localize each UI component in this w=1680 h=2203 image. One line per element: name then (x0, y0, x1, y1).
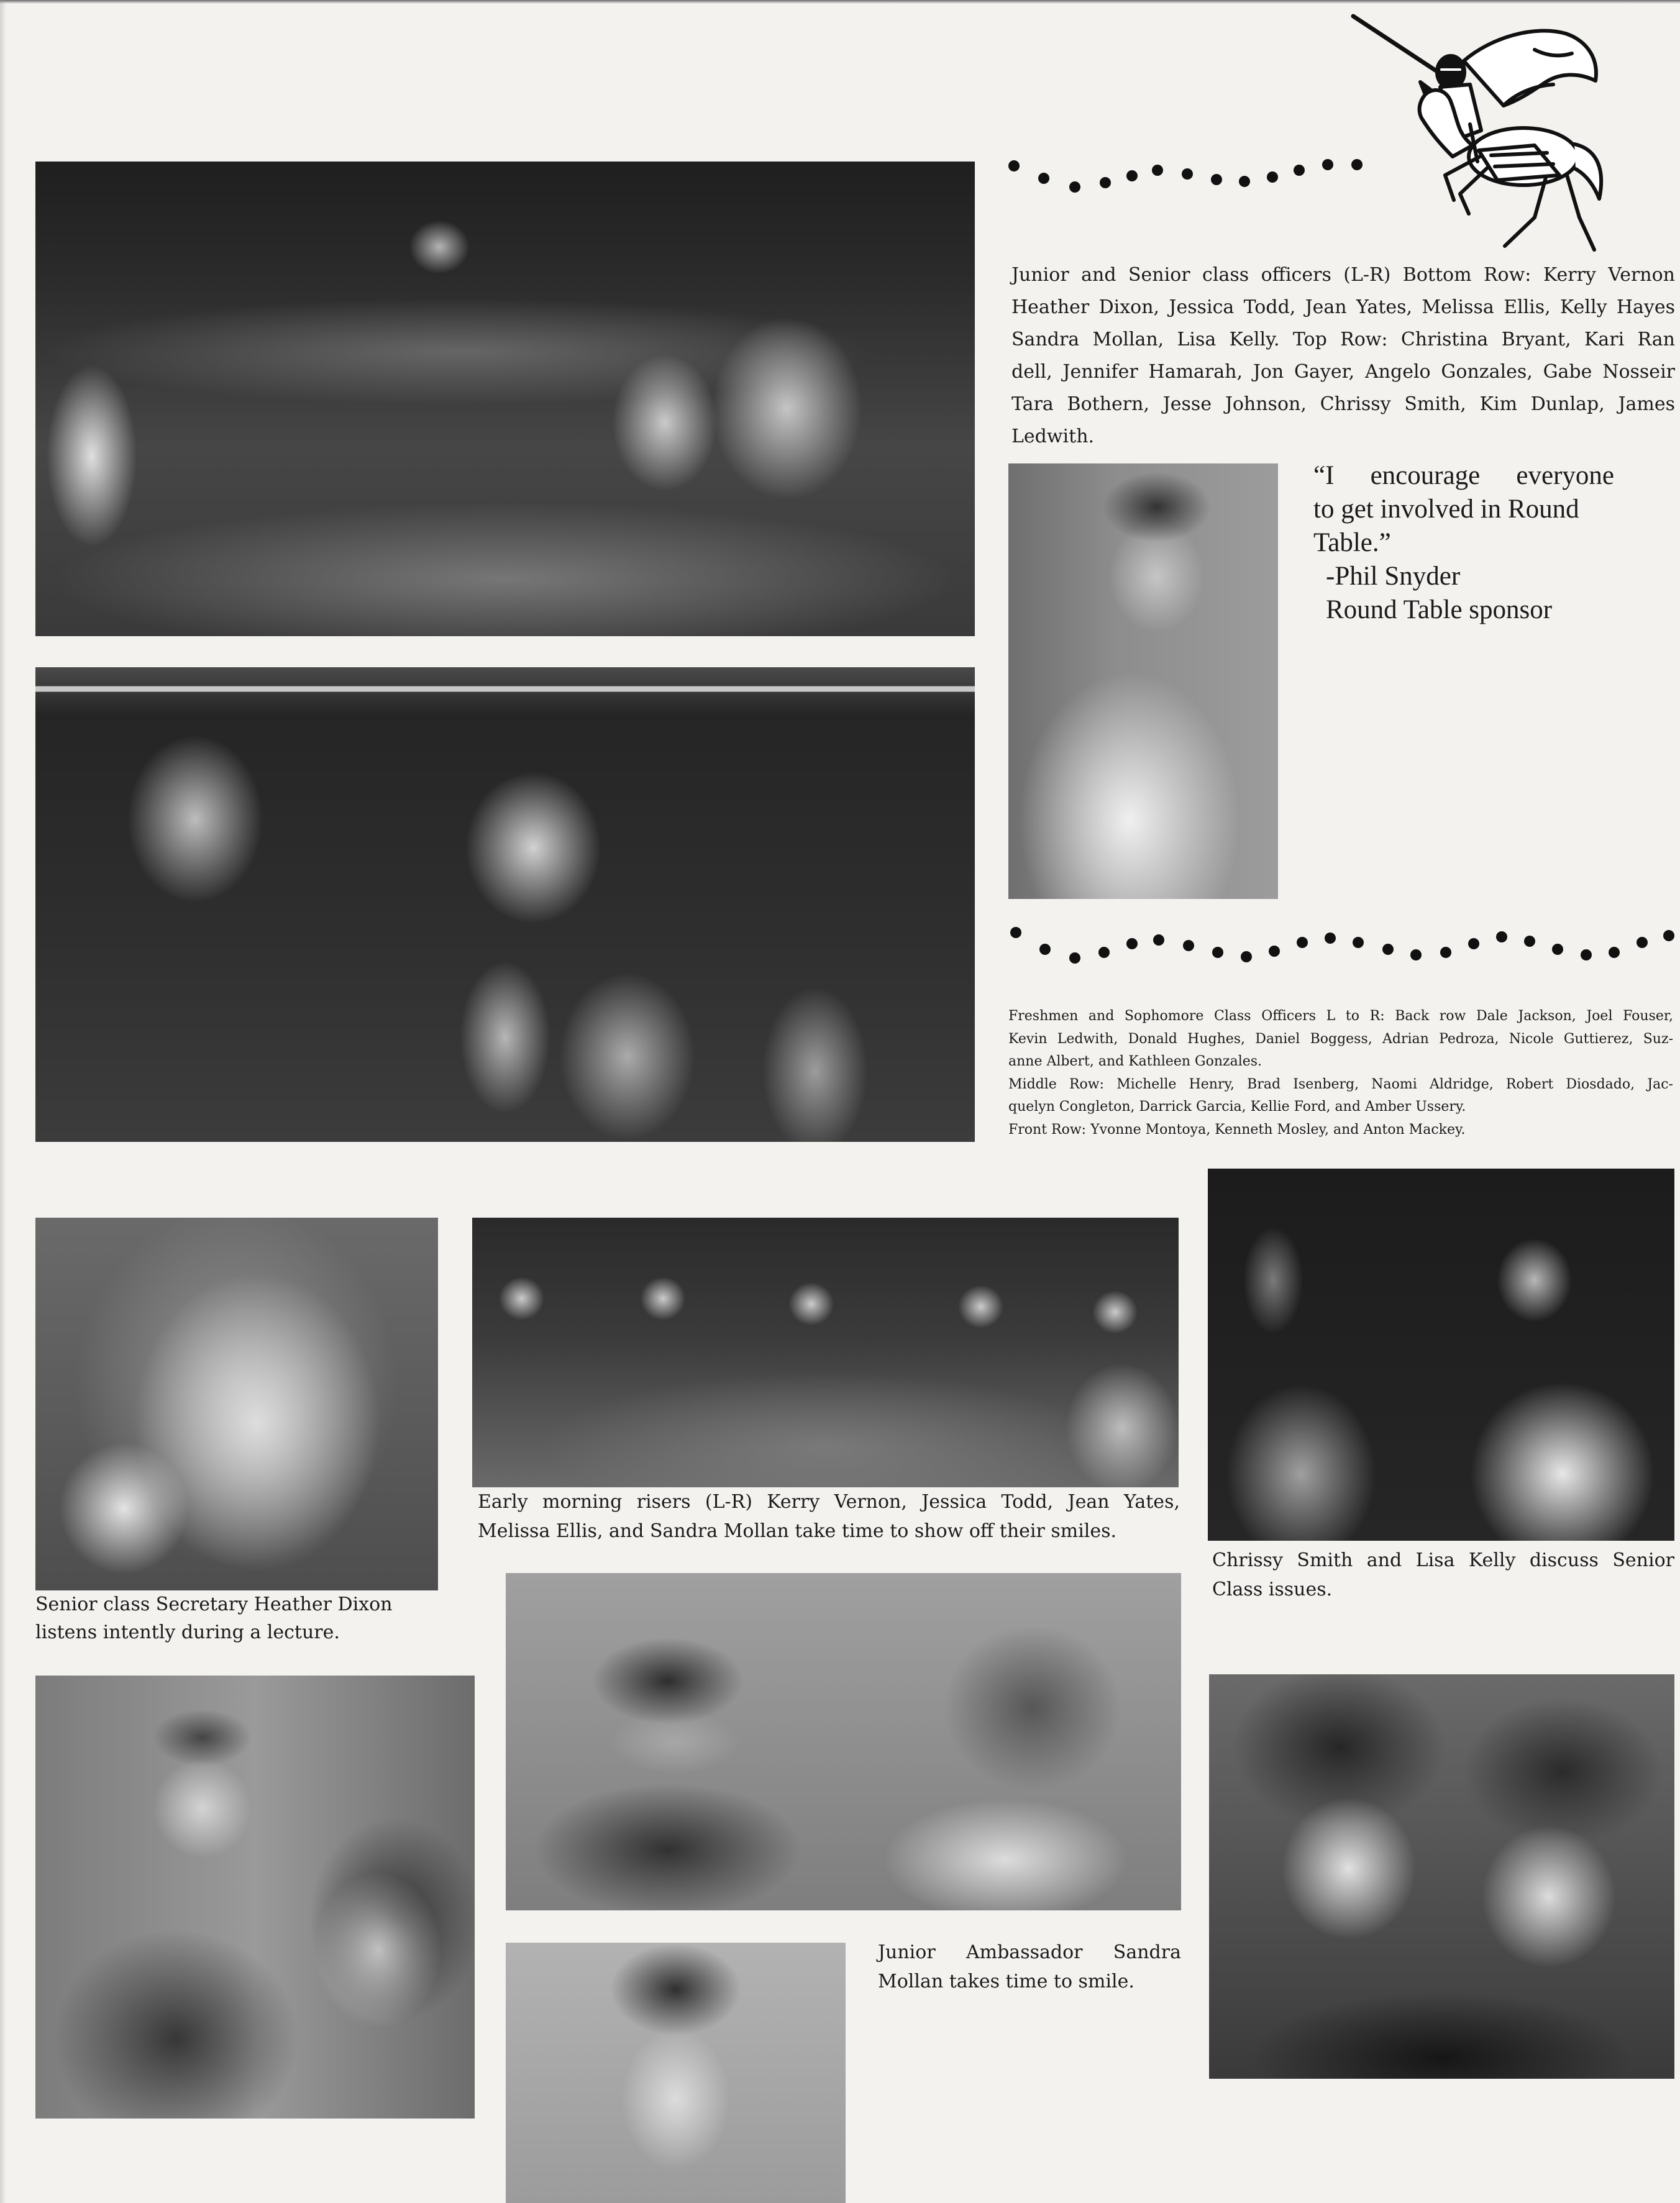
photo-freshmen-sophomore-class-officers (35, 667, 975, 1142)
ornament-dot (1663, 930, 1674, 941)
ornament-dot (1153, 934, 1164, 946)
caption-line: Front Row: Yvonne Montoya, Kenneth Mosley, and Anton Mackey. (1008, 1121, 1466, 1138)
caption-senior-secretary (35, 1590, 441, 1646)
quote-line: Table.” (1313, 528, 1391, 557)
ornament-dot (1038, 173, 1049, 184)
ornament-dot (1269, 946, 1280, 957)
caption-line: dell, Jennifer Hamarah, Jon Gayer, Angelo Gonzales, Gabe Nosseir (1011, 361, 1675, 383)
caption-line: anne Albert, and Kathleen Gonzales. (1008, 1054, 1262, 1070)
ornament-dot (1241, 951, 1252, 962)
caption-line: Sandra Mollan, Lisa Kelly. Top Row: Christina Bryant, Kari Ran (1011, 329, 1675, 350)
ornament-dot (1039, 944, 1051, 955)
quote-line: to get involved in Round (1313, 495, 1579, 524)
ornament-dot (1581, 949, 1592, 960)
photo-couple (35, 1676, 475, 2119)
photo-students-auditorium (506, 1573, 1181, 1910)
caption-line: Heather Dixon, Jessica Todd, Jean Yates, Melissa Ellis, Kelly Hayes (1011, 296, 1675, 318)
quote-line: “I encourage everyone (1313, 461, 1614, 490)
ornament-dot (1353, 937, 1364, 948)
ornament-dot (1468, 938, 1479, 949)
caption-freshmen-sophomore-officers (1008, 1005, 1673, 1142)
quote-attribution: -Phil Snyder (1326, 562, 1461, 591)
sponsor-quote (1313, 459, 1614, 627)
photo-sponsor-phil-snyder (1008, 463, 1278, 899)
ornament-dot (1069, 952, 1080, 964)
ornament-dot (1126, 938, 1138, 949)
caption-early-morning-risers (478, 1487, 1180, 1546)
caption-line: Tara Bothern, Jesse Johnson, Chrissy Smith, Kim Dunlap, James (1011, 393, 1675, 415)
ornament-dot (1496, 931, 1507, 942)
dot-row-top (1008, 159, 1363, 193)
photo-sandra-mollan (506, 1943, 846, 2203)
caption-line: Class issues. (1212, 1579, 1333, 1600)
photo-chrissy-smith-lisa-kelly (1208, 1169, 1674, 1541)
ornament-dot (1267, 171, 1278, 183)
caption-line: Ledwith. (1011, 426, 1095, 447)
caption-line: listens intently during a lecture. (35, 1621, 340, 1643)
ornament-dot (1069, 181, 1080, 193)
ornament-dot (1637, 937, 1648, 948)
ornament-dot (1183, 940, 1194, 951)
caption-line: quelyn Congleton, Darrick Garcia, Kellie Ford, and Amber Ussery. (1008, 1099, 1466, 1115)
dot-row-middle (1010, 927, 1674, 964)
ornament-dot (1098, 947, 1110, 958)
caption-line: Senior class Secretary Heather Dixon (35, 1594, 393, 1615)
caption-line: Melissa Ellis, and Sandra Mollan take time to show off their smiles. (478, 1520, 1117, 1542)
ornament-dot (1010, 927, 1021, 938)
caption-line: Kevin Ledwith, Donald Hughes, Daniel Boggess, Adrian Pedroza, Nicole Guttierez, Suz- (1008, 1031, 1673, 1047)
knight-on-horse-icon (1348, 12, 1609, 261)
caption-line: Freshmen and Sophomore Class Officers L to R: Back row Dale Jackson, Joel Fouser, (1008, 1008, 1673, 1024)
ornament-dot (1325, 933, 1336, 944)
scan-edge-left (0, 0, 6, 2203)
caption-line: Early morning risers (L-R) Kerry Vernon, Jessica Todd, Jean Yates, (478, 1491, 1180, 1513)
caption-class-officers (1011, 259, 1675, 453)
ornament-dot (1440, 947, 1451, 958)
ornament-dot (1008, 160, 1020, 171)
caption-line: Junior and Senior class officers (L-R) Bottom Row: Kerry Vernon (1011, 264, 1675, 286)
caption-line: Junior Ambassador Sandra (878, 1941, 1181, 1963)
ornament-dot (1182, 168, 1193, 180)
ornament-dot (1294, 165, 1305, 176)
ornament-dot (1211, 174, 1222, 185)
ornament-dot (1239, 176, 1250, 187)
photo-two-girls-smiling (1209, 1674, 1674, 2079)
ornament-dot (1552, 944, 1563, 955)
ornament-dot (1382, 944, 1394, 955)
scan-edge-top (0, 0, 1680, 4)
ornament-dot (1100, 177, 1111, 188)
ornament-dot (1609, 947, 1620, 958)
caption-line: Middle Row: Michelle Henry, Brad Isenberg, Naomi Aldridge, Robert Diosdado, Jac- (1008, 1076, 1673, 1092)
caption-line: Chrissy Smith and Lisa Kelly discuss Senior (1212, 1549, 1674, 1571)
ornament-dot (1322, 159, 1333, 170)
ornament-dot (1126, 170, 1138, 181)
ornament-dot (1152, 165, 1163, 176)
ornament-dot (1212, 947, 1223, 958)
ornament-dot (1524, 936, 1535, 947)
photo-early-morning-risers (472, 1218, 1179, 1487)
caption-line: Mollan takes time to smile. (878, 1971, 1134, 1992)
photo-heather-dixon (35, 1218, 438, 1590)
ornament-dot (1410, 949, 1422, 960)
ornament-dot (1297, 937, 1308, 948)
photo-junior-senior-class-officers (35, 162, 975, 636)
caption-senior-discussion (1212, 1546, 1674, 1604)
caption-junior-ambassador (878, 1938, 1181, 1996)
quote-attribution-role: Round Table sponsor (1326, 595, 1553, 624)
